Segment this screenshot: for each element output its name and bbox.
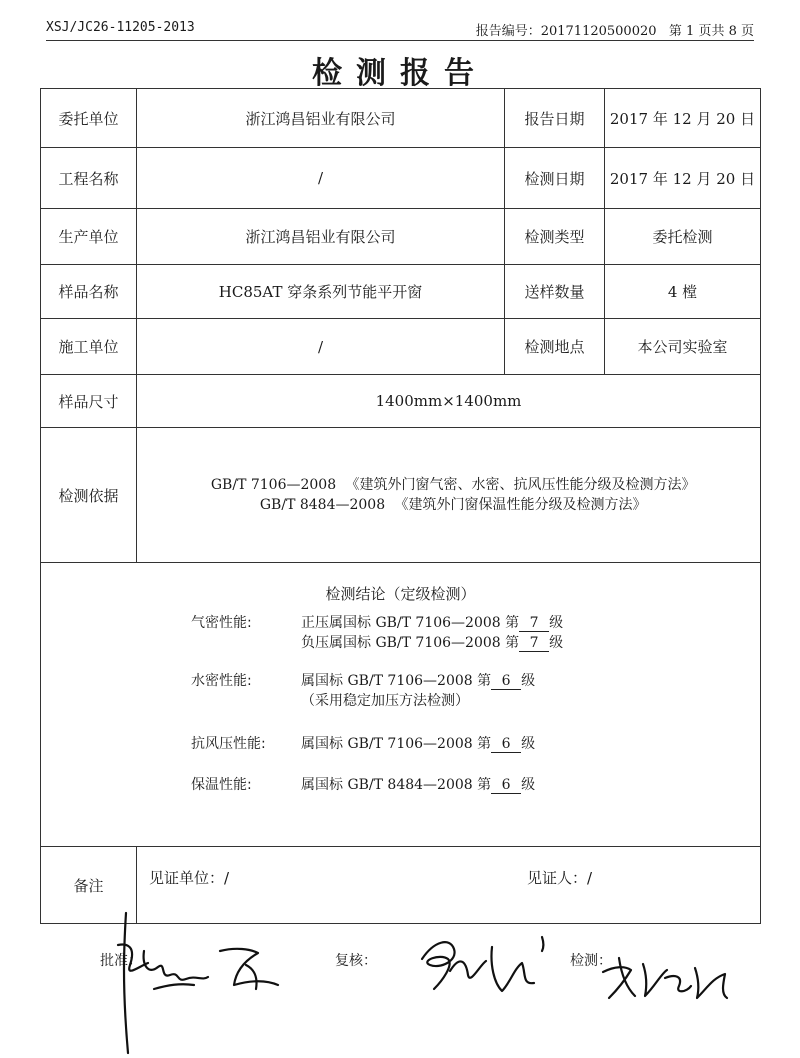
air-line2-suffix: 级 — [549, 635, 564, 651]
test-type-value: 委托检测 — [605, 209, 761, 265]
document-code: XSJ/JC26-11205-2013 — [46, 20, 195, 35]
producer-value: 浙江鸿昌铝业有限公司 — [137, 209, 505, 265]
test-label: 检测： — [570, 953, 612, 969]
report-number-info — [476, 20, 754, 39]
report-table — [40, 88, 761, 924]
conclusion-heading: 检测结论（定级检测） — [325, 585, 476, 603]
witness-unit: 见证单位：/ — [149, 869, 230, 887]
air-line2-text: 负压属国标 GB/T 7106—2008 第 — [301, 635, 520, 651]
page-header — [46, 18, 754, 41]
wind-label: 抗风压性能: — [191, 736, 266, 752]
witness-person: 见证人：/ — [527, 869, 593, 887]
water-note: （采用稳定加压方法检测） — [301, 693, 469, 709]
project-value: / — [137, 148, 505, 209]
table-row — [41, 89, 761, 148]
water-text: 属国标 GB/T 7106—2008 第 — [301, 673, 492, 689]
size-label: 样品尺寸 — [41, 375, 137, 428]
report-date-value: 2017 年 12 月 20 日 — [605, 89, 761, 148]
basis-label: 检测依据 — [41, 428, 137, 563]
air-line1-suffix: 级 — [549, 615, 564, 631]
water-suffix: 级 — [521, 673, 536, 689]
thermal-suffix: 级 — [521, 777, 536, 793]
table-row — [41, 209, 761, 265]
water-grade: 6 — [491, 674, 521, 690]
client-label: 委托单位 — [41, 89, 137, 148]
thermal-text: 属国标 GB/T 8484—2008 第 — [301, 777, 492, 793]
wind-grade: 6 — [491, 737, 521, 753]
air-tightness-result — [191, 613, 563, 653]
reviewer-signature — [410, 925, 560, 1005]
report-number: 20171120500020 — [540, 24, 657, 39]
basis-title: 《建筑外门窗保温性能分级及检测方法》 — [394, 497, 647, 513]
wind-pressure-result — [191, 734, 535, 754]
basis-list — [137, 428, 761, 563]
test-type-label: 检测类型 — [505, 209, 605, 265]
air-line1-grade: 7 — [519, 616, 549, 632]
table-row — [41, 563, 761, 847]
thermal-insulation-result — [191, 775, 535, 795]
report-number-label: 报告编号： — [475, 24, 541, 39]
basis-item — [137, 475, 760, 495]
size-value: 1400mm×1400mm — [137, 375, 761, 428]
client-value: 浙江鸿昌铝业有限公司 — [137, 89, 505, 148]
location-label: 检测地点 — [505, 319, 605, 375]
producer-label: 生产单位 — [41, 209, 137, 265]
air-line2-grade: 7 — [519, 636, 549, 652]
test-date-label: 检测日期 — [505, 148, 605, 209]
wind-text: 属国标 GB/T 7106—2008 第 — [301, 736, 492, 752]
tester-signature — [595, 940, 735, 1010]
thermal-grade: 6 — [491, 778, 521, 794]
table-row — [41, 148, 761, 209]
constructor-label: 施工单位 — [41, 319, 137, 375]
project-label: 工程名称 — [41, 148, 137, 209]
thermal-label: 保温性能: — [191, 777, 252, 793]
water-label: 水密性能: — [191, 673, 252, 689]
page-title: 检测报告 — [312, 56, 488, 91]
air-label: 气密性能: — [191, 615, 252, 631]
sample-value: HC85AT 穿条系列节能平开窗 — [137, 265, 505, 319]
sample-label: 样品名称 — [41, 265, 137, 319]
report-date-label: 报告日期 — [505, 89, 605, 148]
review-label: 复核： — [335, 953, 377, 969]
table-row — [41, 428, 761, 563]
table-row — [41, 265, 761, 319]
page-info: 第 1 页共 8 页 — [668, 24, 754, 39]
basis-standard: GB/T 8484—2008 — [259, 497, 386, 513]
conclusion-section — [41, 563, 761, 847]
basis-title: 《建筑外门窗气密、水密、抗风压性能分级及检测方法》 — [345, 477, 696, 493]
quantity-value: 4 樘 — [605, 265, 761, 319]
quantity-label: 送样数量 — [505, 265, 605, 319]
test-date-value: 2017 年 12 月 20 日 — [605, 148, 761, 209]
wind-suffix: 级 — [521, 736, 536, 752]
air-line1-text: 正压属国标 GB/T 7106—2008 第 — [301, 615, 520, 631]
approve-label: 批准： — [100, 953, 142, 969]
basis-standard: GB/T 7106—2008 — [210, 477, 337, 493]
constructor-value: / — [137, 319, 505, 375]
table-row — [41, 319, 761, 375]
table-row — [41, 375, 761, 428]
water-tightness-result — [191, 671, 535, 711]
approver-signature — [108, 905, 308, 1055]
basis-item — [137, 495, 760, 515]
location-value: 本公司实验室 — [605, 319, 761, 375]
remarks-label: 备注 — [41, 847, 137, 924]
